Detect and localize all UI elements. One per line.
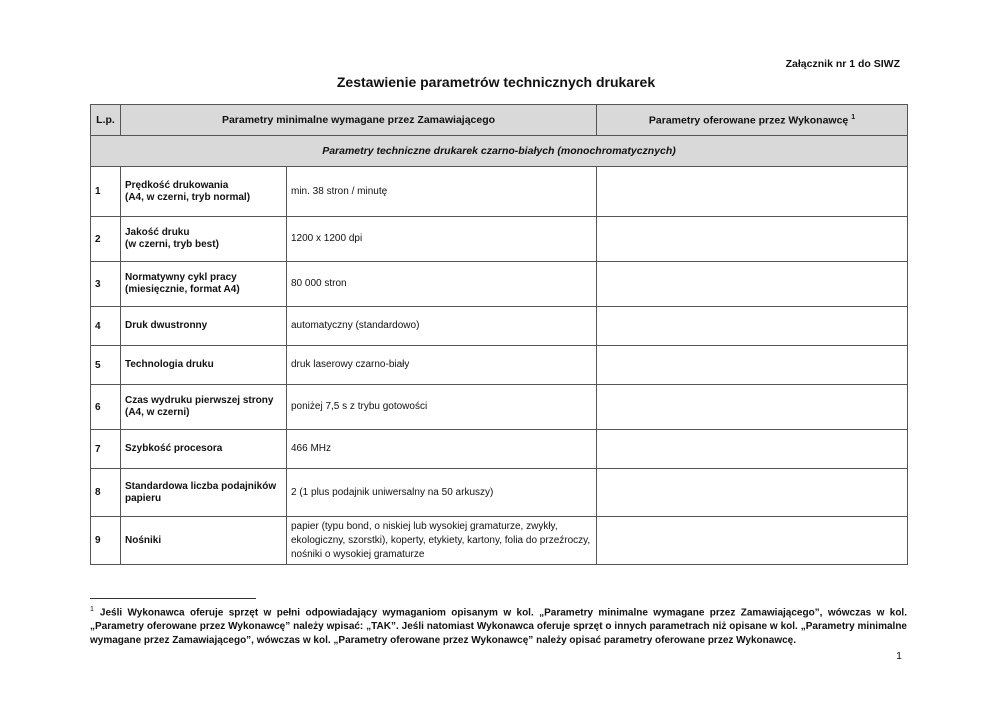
row-number: 3 [91,262,121,307]
parameter-offered-cell[interactable] [597,307,908,346]
column-header-offered [597,105,908,136]
parameter-offered-cell[interactable] [597,346,908,385]
table-header-row [91,105,908,136]
row-number: 9 [91,517,121,565]
parameter-name [121,517,287,565]
parameter-name [121,167,287,217]
section-title: Parametry techniczne drukarek czarno-białych (monochromatycznych) [91,136,908,167]
parameter-offered-cell[interactable] [597,430,908,469]
table-row [91,262,908,307]
row-number: 7 [91,430,121,469]
parameter-name-line1: Czas wydruku pierwszej strony [125,395,274,406]
parameter-name-line1: Prędkość drukowania [125,179,229,191]
parameter-offered-cell[interactable] [597,517,908,565]
parameter-min-value: 1200 x 1200 dpi [287,217,597,262]
parameter-name-line2: (miesięcznie, format A4) [125,284,240,295]
table-row [91,217,908,262]
row-number: 2 [91,217,121,262]
page-title: Zestawienie parametrów technicznych drukarek [336,74,656,90]
parameter-min-value: 466 MHz [287,430,597,469]
parameter-name [121,307,287,346]
table-row [91,307,908,346]
parameter-name-line1: Standardowa liczba podajników [125,480,277,492]
parameter-min-value: 80 000 stron [287,262,597,307]
annex-label: Załącznik nr 1 do SIWZ [785,58,900,70]
row-number: 1 [91,167,121,217]
column-header-offered-label: Parametry oferowane przez Wykonawcę [648,114,849,127]
parameter-min-value: papier (typu bond, o niskiej lub wysokiej gramaturze, zwykły, ekologiczny, szorstki), koperty, etykiety, kartony, folia do przeźroczy, nośniki o wysokiej gramaturze [287,517,597,565]
parameter-name [121,430,287,469]
section-row [91,136,908,167]
parameter-name-line2: (w czerni, tryb best) [125,239,219,250]
row-number: 5 [91,346,121,385]
parameter-min-value: 2 (1 plus podajnik uniwersalny na 50 arkuszy) [287,469,597,517]
parameter-name [121,217,287,262]
parameter-min-value: druk laserowy czarno-biały [287,346,597,385]
parameter-offered-cell[interactable] [597,469,908,517]
parameter-name-line2: (A4, w czerni, tryb normal) [125,191,251,203]
row-number: 6 [91,385,121,430]
parameter-offered-cell[interactable] [597,217,908,262]
parameter-offered-cell[interactable] [597,262,908,307]
row-number: 4 [91,307,121,346]
footnote-ref: 1 [851,113,856,121]
table-row [91,167,908,217]
parameter-offered-cell[interactable] [597,385,908,430]
parameter-min-value: min. 38 stron / minutę [287,167,597,217]
parameter-name [121,346,287,385]
parameter-name-line1: Technologia druku [125,359,214,370]
table-row [91,385,908,430]
footnote-text: Jeśli Wykonawca oferuje sprzęt w pełni odpowiadający wymaganiom opisanym w kol. „Parametry minimalne wymagane przez Zamawiającego”, wówczas w kol. „Parametry oferowane przez Wykonawcę” należy wpisać: „TAK”. Jeśli natomiast Wykonawca oferuje sprzęt o innych parametrach niż opisane w kol. „Parametry minimalne wymagane przez Zamawiającego”, wówczas w kol. „Parametry oferowane przez Wykonawcę” należy opisać parametry oferowane przez Wykonawcę. [90,607,907,647]
parameter-name-line2: (A4, w czerni) [125,407,190,418]
table-row [91,346,908,385]
parameter-name-line1: Druk dwustronny [125,320,208,331]
parameter-min-value: poniżej 7,5 s z trybu gotowości [287,385,597,430]
parameter-name-line1: Normatywny cykl pracy [125,272,237,283]
parameter-offered-cell[interactable] [597,167,908,217]
parameter-name [121,385,287,430]
parameter-name-line2: papieru [125,492,162,504]
parameter-name [121,262,287,307]
table-row [91,517,908,565]
row-number: 8 [91,469,121,517]
parameter-min-value: automatyczny (standardowo) [287,307,597,346]
parameter-name [121,469,287,517]
parameter-name-line1: Jakość druku [125,227,190,238]
footnote [90,603,907,648]
footnote-divider [90,598,256,599]
table-row [91,430,908,469]
column-header-min-params: Parametry minimalne wymagane przez Zamawiającego [121,105,597,136]
footnote-marker: 1 [90,606,94,613]
table-row [91,469,908,517]
parameter-name-line1: Nośniki [125,534,162,546]
parameter-name-line1: Szybkość procesora [125,443,223,454]
parameters-table [90,104,908,565]
column-header-lp: L.p. [91,105,121,136]
page-number: 1 [896,650,902,662]
